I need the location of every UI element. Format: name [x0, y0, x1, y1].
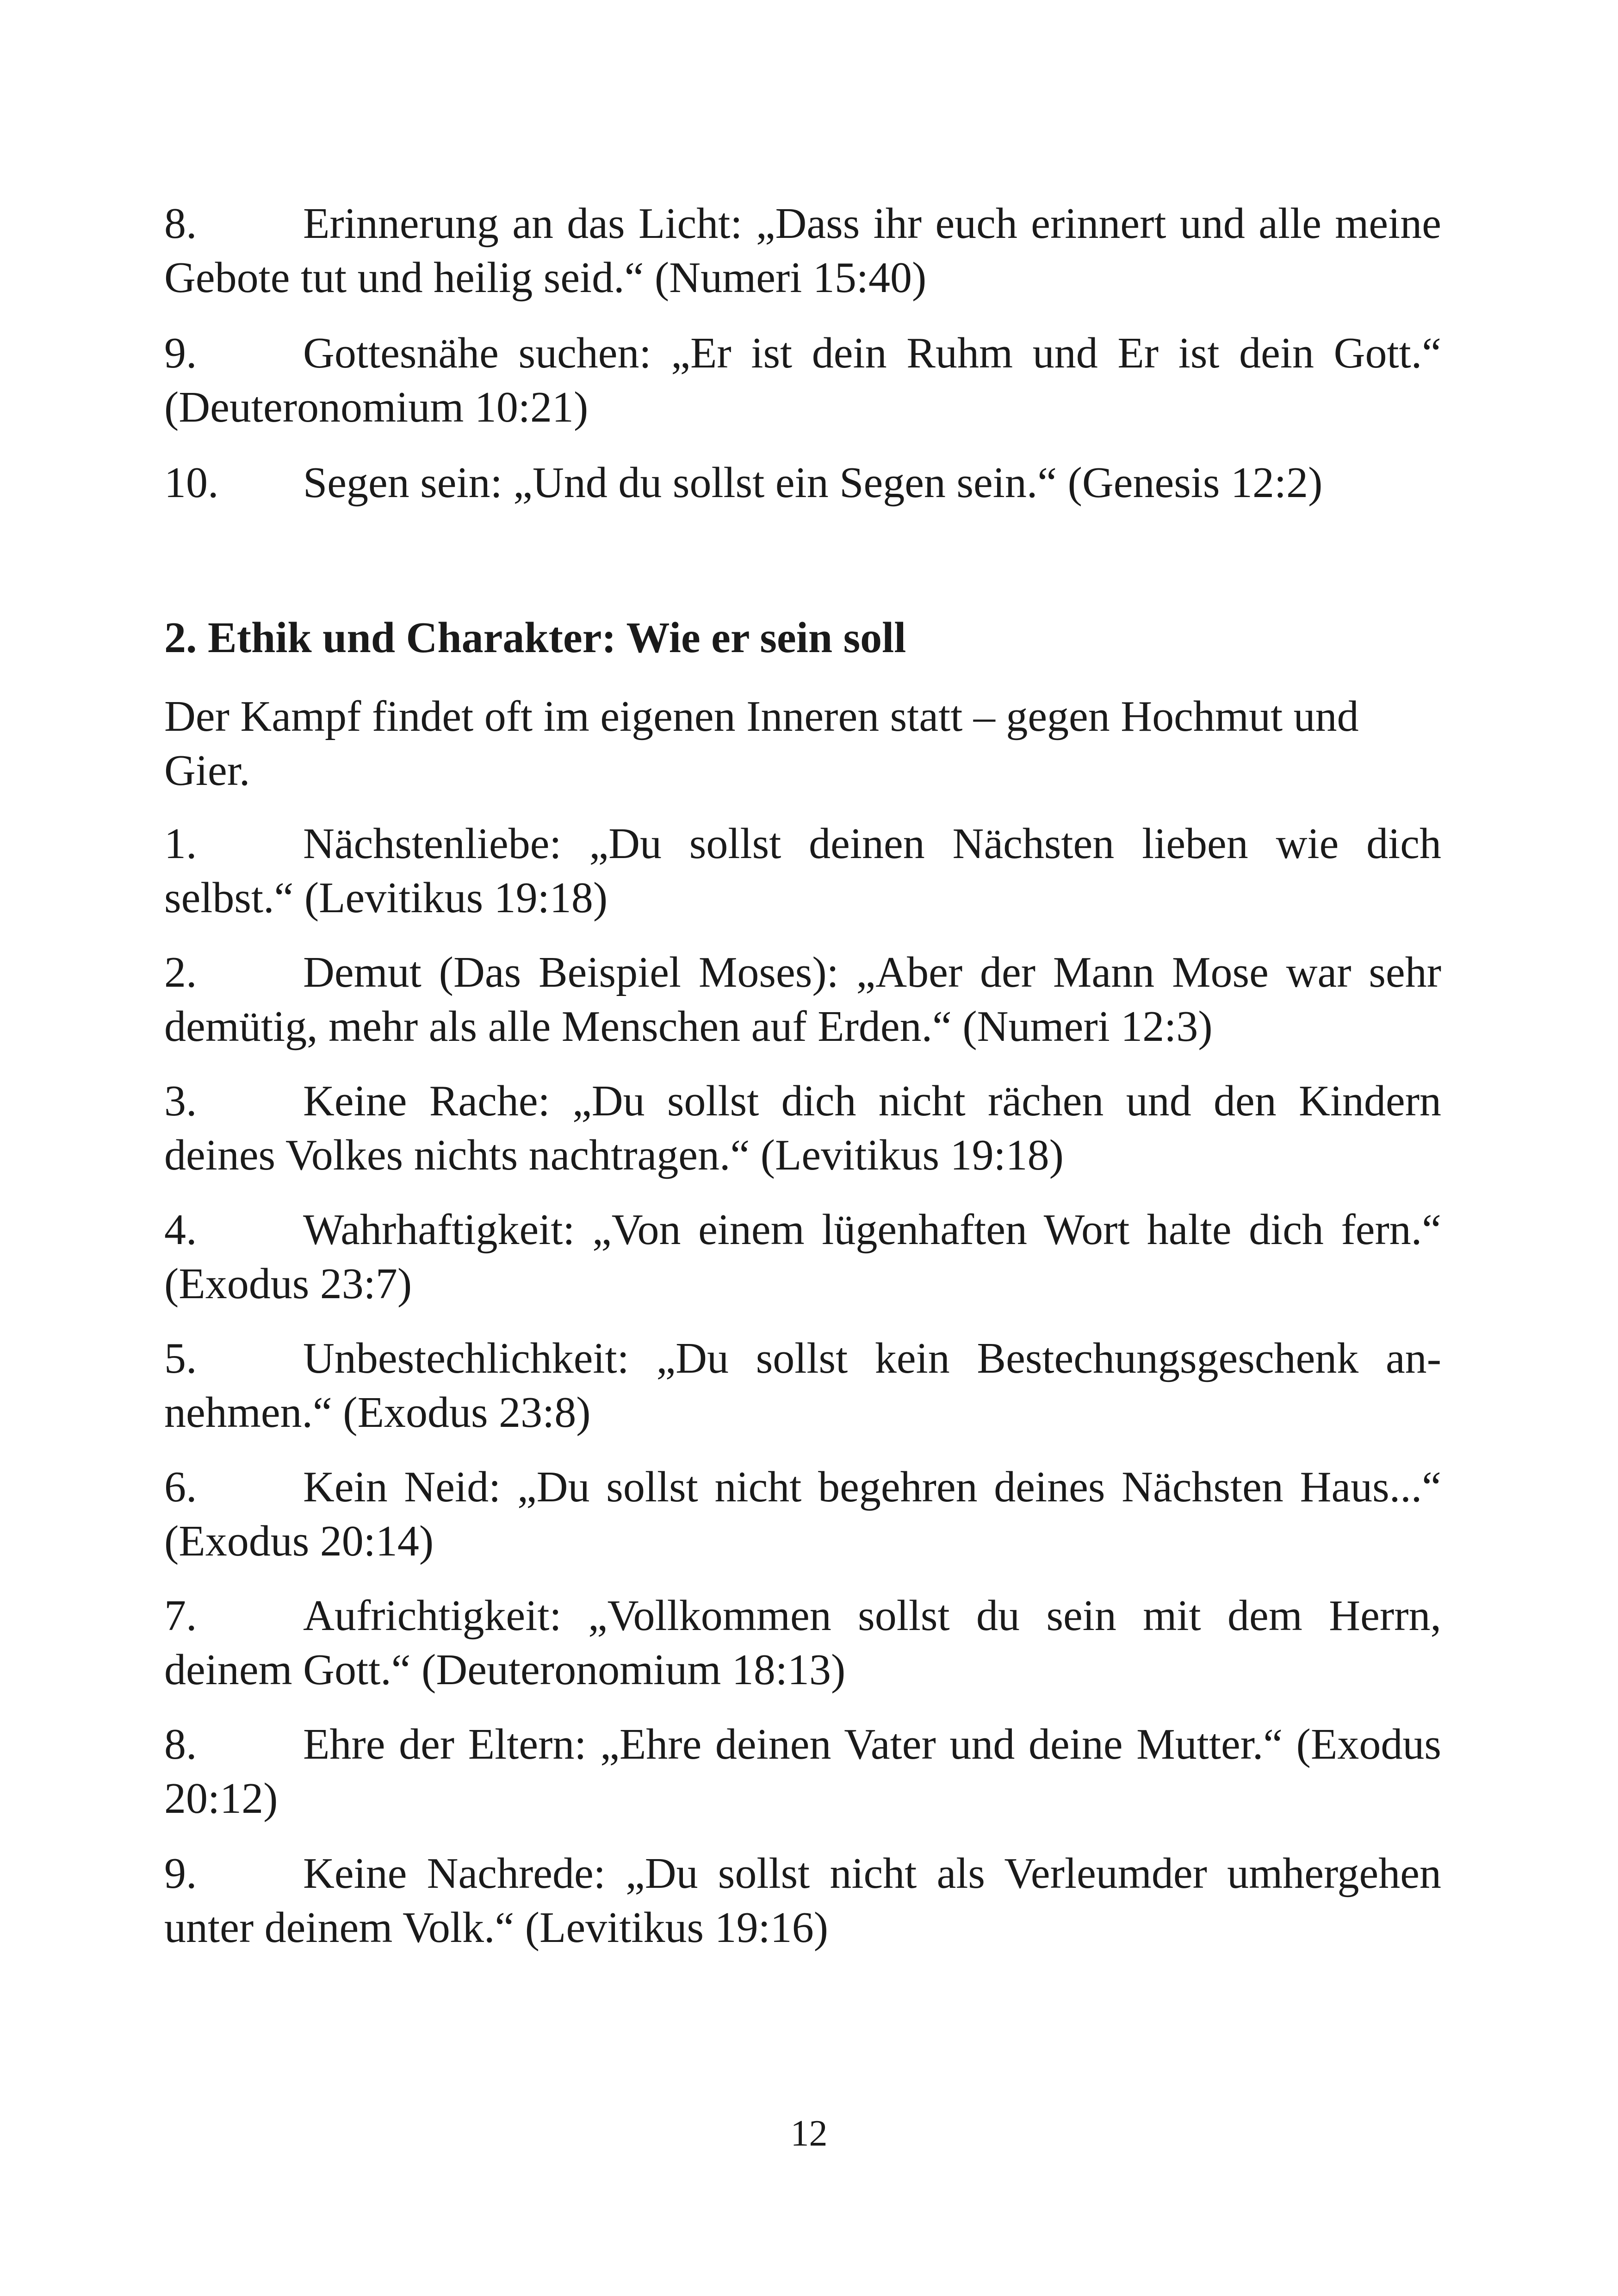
list-item: [164, 1589, 1441, 1697]
list-item: [164, 946, 1441, 1054]
list-item-number: 2.: [164, 948, 197, 996]
list-item-number: 8.: [164, 199, 197, 248]
list-item: [164, 1460, 1441, 1568]
list-item: [164, 456, 1441, 510]
list-item-number: 6.: [164, 1463, 197, 1511]
list-item: [164, 197, 1441, 305]
list-item-text: Wahrhaftigkeit: „Von einem lügenhaften Wort halte dich fern.“ (Exodus 23:7): [164, 1206, 1441, 1308]
list-item-number: 9.: [164, 1849, 197, 1898]
page-number: 12: [790, 2113, 828, 2154]
list-item: [164, 1074, 1441, 1182]
list-item-number: 10.: [164, 459, 219, 507]
list-item-number: 7.: [164, 1592, 197, 1640]
list-item: [164, 1203, 1441, 1311]
list-item-text: Segen sein: „Und du sollst ein Segen sein.“ (Genesis 12:2): [303, 459, 1323, 507]
list-item-text: Demut (Das Beispiel Moses): „Aber der Mann Mose war sehr demütig, mehr als alle Menschen auf Erden.“ (Numeri 12:3): [164, 948, 1441, 1051]
list-item: [164, 817, 1441, 925]
list-item-number: 9.: [164, 329, 197, 377]
list-item-text: Erinnerung an das Licht: „Dass ihr euch erinnert und alle meine Gebote tut und heilig seid.“ (Numeri 15:40): [164, 199, 1441, 302]
list-item-text: Kein Neid: „Du sollst nicht begehren deines Nächsten Haus...“ (Exodus 20:14): [164, 1463, 1441, 1565]
list-item: [164, 1717, 1441, 1826]
list-item-text: Keine Rache: „Du sollst dich nicht rächen und den Kindern deines Volkes nichts nachtragen.“ (Levitikus 19:18): [164, 1077, 1441, 1179]
section-heading: 2. Ethik und Charakter: Wie er sein soll: [164, 614, 906, 662]
list-item-text: Gottesnähe suchen: „Er ist dein Ruhm und Er ist dein Gott.“ (Deuteronomium 10:21): [164, 329, 1441, 431]
list-item-text: Aufrichtigkeit: „Vollkommen sollst du sein mit dem Herrn, deinem Gott.“ (Deuteronomium 18:13): [164, 1592, 1441, 1694]
list-item: [164, 1847, 1441, 1955]
list-item-text: Unbestechlichkeit: „Du sollst kein Bestechungsgeschenk annehmen.“ (Exodus 23:8): [164, 1334, 1441, 1437]
list-item-text: Nächstenliebe: „Du sollst deinen Nächsten lieben wie dich selbst.“ (Levitikus 19:18): [164, 820, 1441, 922]
section-intro: Der Kampf findet oft im eigenen Inneren statt – gegen Hochmut und Gier.: [164, 692, 1359, 795]
list-item-number: 5.: [164, 1334, 197, 1382]
list-item: [164, 326, 1441, 435]
list-item-number: 8.: [164, 1720, 197, 1768]
list-item: [164, 1332, 1441, 1440]
list-item-number: 4.: [164, 1206, 197, 1254]
list-item-number: 1.: [164, 820, 197, 868]
list-item-number: 3.: [164, 1077, 197, 1125]
list-item-text: Ehre der Eltern: „Ehre deinen Vater und deine Mutter.“ (Exodus 20:12): [164, 1720, 1441, 1823]
list-item-text: Keine Nachrede: „Du sollst nicht als Verleumder umhergehen unter deinem Volk.“ (Levitikus 19:16): [164, 1849, 1441, 1952]
